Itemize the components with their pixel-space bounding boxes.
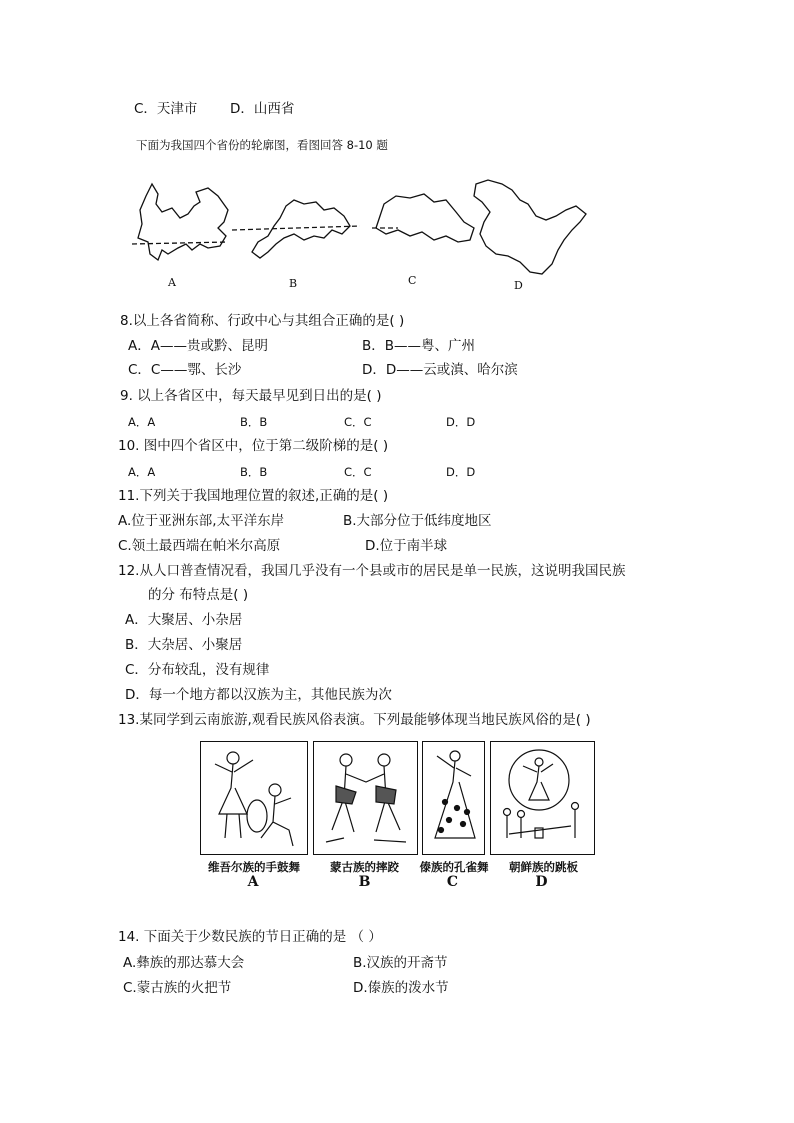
caption-b: 蒙古族的摔跤 — [330, 860, 399, 874]
q11-stem: 11.下列关于我国地理位置的叙述,正确的是( ) — [118, 488, 389, 504]
q9-option-a: A．A — [128, 415, 156, 429]
q14-option-b: B.汉族的开斋节 — [353, 955, 448, 971]
caption-c: 傣族的孔雀舞 — [419, 860, 489, 874]
q14-option-a: A.彝族的那达慕大会 — [123, 955, 245, 971]
q10-option-d: D．D — [446, 465, 476, 479]
picture-b-mongol-wrestling — [313, 741, 418, 855]
caption-a: 维吾尔族的手鼓舞 — [208, 860, 300, 874]
q12-option-c: C．分布较乱，没有规律 — [125, 662, 270, 678]
q10-option-b: B．B — [240, 465, 268, 479]
outline-c — [376, 194, 474, 242]
map-label-b: B — [289, 277, 298, 290]
q9-stem: 9. 以上各省区中，每天最早见到日出的是( ) — [120, 388, 382, 404]
q9-option-d: D．D — [446, 415, 476, 429]
q12-option-b: B．大杂居、小聚居 — [125, 637, 243, 653]
map-label-c: C — [408, 274, 417, 287]
q8-option-a: A．A——贵或黔、昆明 — [128, 338, 268, 354]
q12-stem: 12.从人口普查情况看，我国几乎没有一个县或市的居民是单一民族，这说明我国民族 — [118, 563, 626, 579]
q14-option-d: D.傣族的泼水节 — [353, 980, 449, 996]
map-intro: 下面为我国四个省份的轮廓图，看图回答 8-10 题 — [136, 138, 388, 152]
q12-stem-cont: 的分 布特点是( ) — [148, 587, 249, 603]
letter-d: D — [535, 874, 548, 890]
q11-option-d: D.位于南半球 — [365, 538, 448, 554]
q8-option-c: C．C——鄂、长沙 — [128, 362, 242, 378]
q8-stem: 8.以上各省简称、行政中心与其组合正确的是( ) — [120, 313, 405, 329]
q9-option-c: C．C — [344, 415, 372, 429]
q13-stem: 13.某同学到云南旅游,观看民族风俗表演。下列最能够体现当地民族风俗的是( ) — [118, 712, 591, 728]
q7-option-c: C．天津市 — [134, 101, 198, 117]
q9-option-b: B．B — [240, 415, 268, 429]
q7-option-d: D．山西省 — [230, 101, 295, 117]
province-outline-maps — [128, 176, 598, 296]
picture-d-korean-seesaw — [490, 741, 595, 855]
q10-option-a: A．A — [128, 465, 156, 479]
letter-a: A — [247, 874, 259, 890]
q8-option-d: D．D——云或滇、哈尔滨 — [362, 362, 518, 378]
outline-d — [474, 180, 586, 274]
q11-option-a: A.位于亚洲东部,太平洋东岸 — [118, 513, 285, 529]
letter-b: B — [358, 874, 371, 890]
q10-stem: 10. 图中四个省区中，位于第二级阶梯的是( ) — [118, 438, 389, 454]
q11-option-b: B.大部分位于低纬度地区 — [343, 513, 492, 529]
caption-d: 朝鲜族的跳板 — [509, 860, 578, 874]
q14-option-c: C.蒙古族的火把节 — [123, 980, 232, 996]
q8-option-b: B．B——粤、广州 — [362, 338, 476, 354]
q10-option-c: C．C — [344, 465, 372, 479]
map-label-a: A — [168, 276, 176, 289]
picture-c-dai-peacock-dance — [422, 741, 485, 855]
province-outlines — [128, 176, 598, 296]
q12-option-a: A．大聚居、小杂居 — [125, 612, 243, 628]
letter-c: C — [446, 874, 459, 890]
q14-stem: 14. 下面关于少数民族的节日正确的是 （ ） — [118, 929, 382, 945]
outline-a — [138, 184, 228, 260]
map-label-d: D — [514, 279, 523, 292]
q11-option-c: C.领土最西端在帕米尔高原 — [118, 538, 281, 554]
picture-a-uyghur-dance — [200, 741, 308, 855]
q12-option-d: D．每一个地方都以汉族为主，其他民族为次 — [125, 687, 392, 703]
